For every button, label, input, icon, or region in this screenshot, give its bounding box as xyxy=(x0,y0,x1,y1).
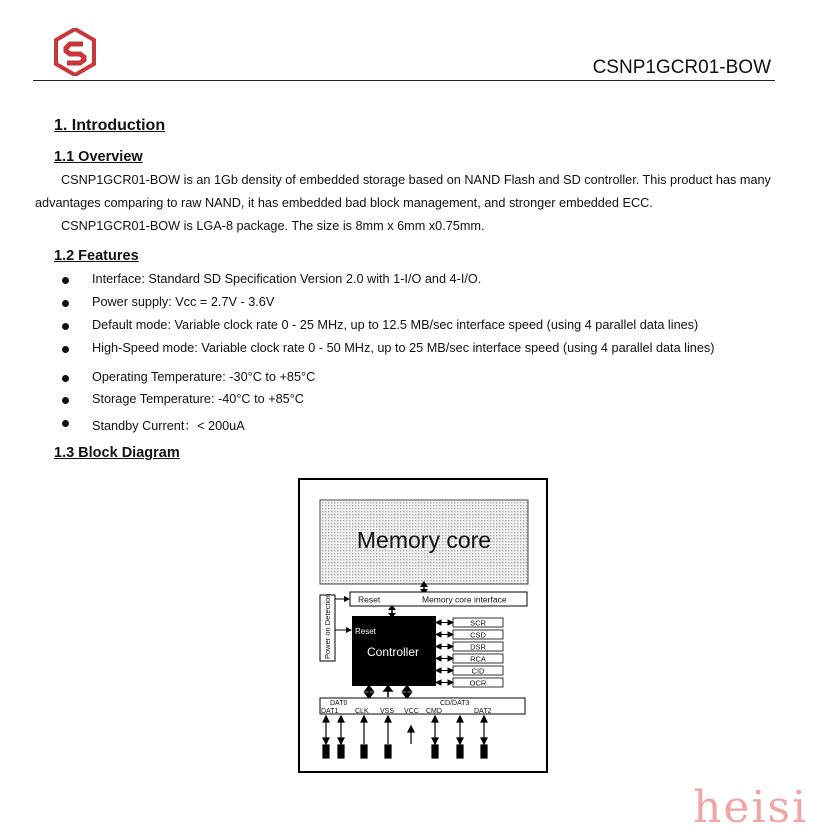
svg-text:CID: CID xyxy=(471,666,485,676)
bullet-icon xyxy=(62,375,69,382)
svg-text:OCR: OCR xyxy=(469,678,487,688)
bullet-icon xyxy=(62,300,69,307)
watermark: heisi xyxy=(693,782,809,833)
bullet-icon xyxy=(62,420,69,427)
svg-text:RCA: RCA xyxy=(470,654,486,664)
pin-label-cmd: CMD xyxy=(426,708,442,715)
host-interface-bar xyxy=(320,698,525,714)
pin-label-vss: VSS xyxy=(380,708,395,715)
section-title-block-diagram: 1.3 Block Diagram xyxy=(54,445,180,461)
header-rule xyxy=(33,80,775,81)
controller-reset-label: Reset xyxy=(355,627,376,636)
overview-paragraph-line-2: advantages comparing to raw NAND, it has embedded bad block management, and stronger embedded ECC. xyxy=(35,196,653,210)
controller-label: Controller xyxy=(366,645,420,659)
pin-label-dat1: DAT1 xyxy=(321,708,339,715)
section-title-features: 1.2 Features xyxy=(54,248,139,264)
reset-label: Reset xyxy=(358,594,381,605)
bullet-icon xyxy=(62,397,69,404)
pin-label-vcc: VCC xyxy=(404,708,419,715)
memory-core-label: Memory core xyxy=(356,527,492,553)
company-logo xyxy=(54,28,96,76)
pin-label-clk: CLK xyxy=(355,708,369,715)
memory-core-interface-label: Memory core interface xyxy=(422,594,507,605)
bullet-icon xyxy=(62,323,69,330)
power-on-detection-label: Power on Detection xyxy=(323,593,332,659)
section-title-introduction: 1. Introduction xyxy=(54,117,166,134)
document-id: CSNP1GCR01-BOW xyxy=(592,57,771,78)
section-title-overview: 1.1 Overview xyxy=(54,149,143,165)
pin-label-cd-dat3: CD/DAT3 xyxy=(440,700,470,707)
block-diagram xyxy=(298,478,548,773)
svg-text:SCR: SCR xyxy=(470,618,486,628)
bullet-icon xyxy=(62,346,69,353)
overview-paragraph-2: CSNP1GCR01-BOW is LGA-8 package. The size is 8mm x 6mm x0.75mm. xyxy=(61,219,485,233)
pin-label-dat2: DAT2 xyxy=(474,708,492,715)
overview-paragraph-line-1: CSNP1GCR01-BOW is an 1Gb density of embedded storage based on NAND Flash and SD controller. This product has many xyxy=(61,173,771,187)
pin-label-dat0: DAT0 xyxy=(330,700,348,707)
svg-text:CSD: CSD xyxy=(470,630,486,640)
bullet-icon xyxy=(62,277,69,284)
svg-text:DSR: DSR xyxy=(470,642,486,652)
